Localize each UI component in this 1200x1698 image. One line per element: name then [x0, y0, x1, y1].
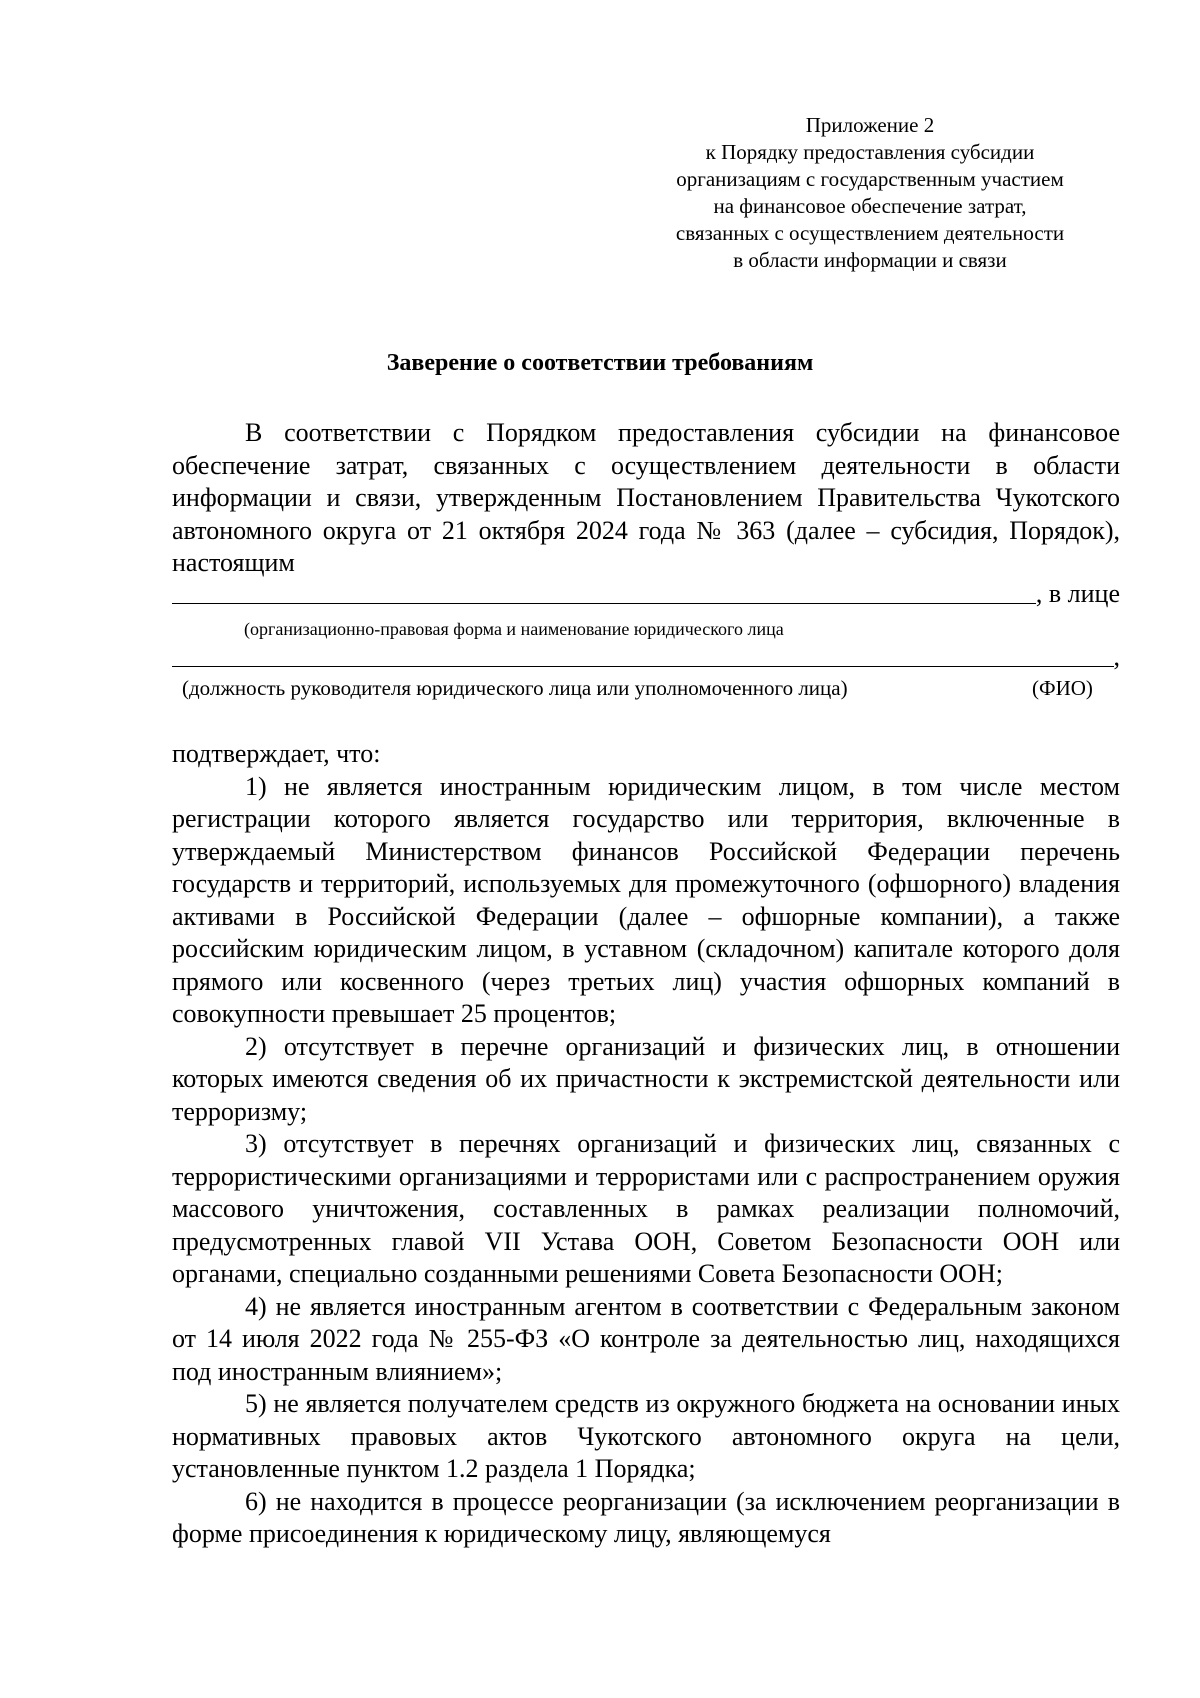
appendix-line: в области информации и связи [733, 248, 1007, 272]
document-title: Заверение о соответствии требованиям [386, 350, 814, 376]
list-item: 4) не является иностранным агентом в соответствии с Федеральным законом от 14 июля 2022 года № 255-ФЗ «О контроле за деятельностью лиц, находящихся под иностранным влиянием»; [172, 1291, 1120, 1386]
organization-caption: (организационно-правовая форма и наименование юридического лица [244, 619, 784, 639]
list-item: 5) не является получателем средств из окружного бюджета на основании иных нормативных правовых актов Чукотского автономного округа на цели, установленные пунктом 1.2 раздела 1 Порядка; [172, 1389, 1120, 1483]
list-item: 1) не является иностранным юридическим лицом, в том числе местом регистрации которого является государство или территория, включенные в утверждаемый Министерством финансов Российской Федерации перечень государств и территорий, используемых для промежуточного (офшорного) владения активами в Российской Федерации (далее – офшорные компании), а также российским юридическим лицом, в уставном (складочном) капитале которого доля прямого или косвенного (через третьих лиц) участия офшорных компаний в совокупности превышает 25 процентов; [172, 771, 1120, 1028]
list-item: 2) отсутствует в перечне организаций и физических лиц, в отношении которых имеются сведения об их причастности к экстремистской деятельности или терроризму; [172, 1031, 1120, 1126]
organization-blank [172, 577, 1036, 604]
appendix-line: связанных с осуществлением деятельности [675, 221, 1065, 245]
representative-blank-suffix: , [1113, 642, 1120, 671]
representative-blank [172, 640, 1114, 667]
confirms-line: подтверждает, что: [172, 739, 381, 768]
confirmation-section [172, 738, 1120, 1551]
appendix-line: на финансовое обеспечение затрат, [713, 194, 1027, 218]
list-item: 3) отсутствует в перечнях организаций и физических лиц, связанных с террористическими организациями и террористами или с распространением оружия массового уничтожения, составленных в рамках реализации полномочий, предусмотренных главой VII Устава ООН, Советом Безопасности ООН или органами, специально созданными решениями Совета Безопасности ООН; [172, 1129, 1120, 1288]
organization-blank-suffix: , в лице [1035, 579, 1120, 608]
representative-fill-line [172, 640, 1120, 673]
organization-fill-line [172, 577, 1120, 610]
fio-caption: (ФИО) [1032, 676, 1093, 700]
intro-section [172, 417, 1120, 580]
list-item: 6) не находится в процессе реорганизации (за исключением реорганизации в форме присоединения к юридическому лицу, являющемуся [172, 1486, 1120, 1548]
appendix-line: организациям с государственным участием [676, 167, 1064, 191]
appendix-line: Приложение 2 [805, 113, 935, 137]
intro-paragraph: В соответствии с Порядком предоставления субсидии на финансовое обеспечение затрат, связанных с осуществлением деятельности в области информации и связи, утвержденным Постановлением Правительства Чукотского автономного округа от 21 октября 2024 года № 363 (далее – субсидия, Порядок), настоящим [172, 418, 1120, 577]
appendix-line: к Порядку предоставления субсидии [705, 140, 1035, 164]
appendix-header [640, 112, 1100, 274]
position-caption: (должность руководителя юридического лица или уполномоченного лица) [182, 676, 848, 700]
